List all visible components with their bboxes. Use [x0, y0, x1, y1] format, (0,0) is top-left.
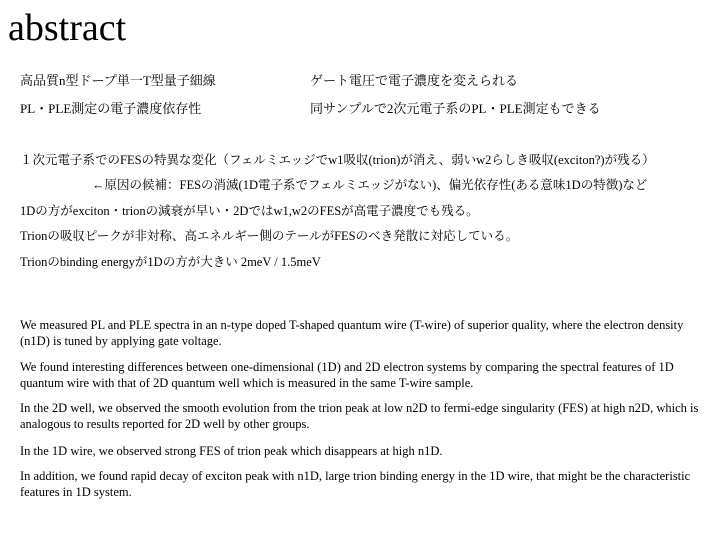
abstract-en-4: In the 1D wire, we observed strong FES of trion peak which disappears at high n1D. — [20, 444, 443, 458]
abstract-en-3: In the 2D well, we observed the smooth evolution from the trion peak at low n2D to fermi-edge singularity (FES) at high n2D, which is analogous to results reported for 2D well by other groups. — [20, 401, 699, 431]
summary-left-2: PL・PLE測定の電子濃度依存性 — [20, 101, 202, 116]
abstract-en-5: In addition, we found rapid decay of exciton peak with n1D, large trion binding energy in the 1D wire, that might be the characteristic features in 1D system. — [20, 469, 691, 499]
abstract-en-1: We measured PL and PLE spectra in an n-type doped T-shaped quantum wire (T-wire) of superior quality, where the electron density (n1D) is tuned by applying gate voltage. — [20, 318, 684, 348]
finding-jp-2: ←原因の候補：FESの消滅(1D電子系でフェルミエッジがない)、偏光依存性(ある意味1Dの特徴)など — [92, 178, 648, 192]
finding-jp-3: 1Dの方がexciton・trionの減衰が早い・2Dではw1,w2のFESが高電子濃度でも残る。 — [20, 204, 479, 218]
abstract-en-2: We found interesting differences between one-dimensional (1D) and 2D electron systems by comparing the spectral features of 1D quantum wire with that of 2D quantum well which is measured in the same T-wire sample. — [20, 360, 674, 390]
finding-jp-1: １次元電子系でのFESの特異な変化（フェルミエッジでw1吸収(trion)が消え、弱いw2らしき吸収(exciton?)が残る） — [20, 153, 655, 167]
slide-title: abstract — [8, 7, 127, 49]
summary-right-2: 同サンプルで2次元電子系のPL・PLE測定もできる — [310, 101, 601, 116]
finding-jp-5: Trionのbinding energyが1Dの方が大きい 2meV / 1.5meV — [20, 255, 321, 269]
finding-jp-4: Trionの吸収ピークが非対称、高エネルギー側のテールがFESのべき発散に対応している。 — [20, 229, 519, 243]
summary-left-1: 高品質n型ドープ単一T型量子細線 — [20, 73, 216, 88]
summary-right-1: ゲート電圧で電子濃度を変えられる — [310, 73, 519, 88]
